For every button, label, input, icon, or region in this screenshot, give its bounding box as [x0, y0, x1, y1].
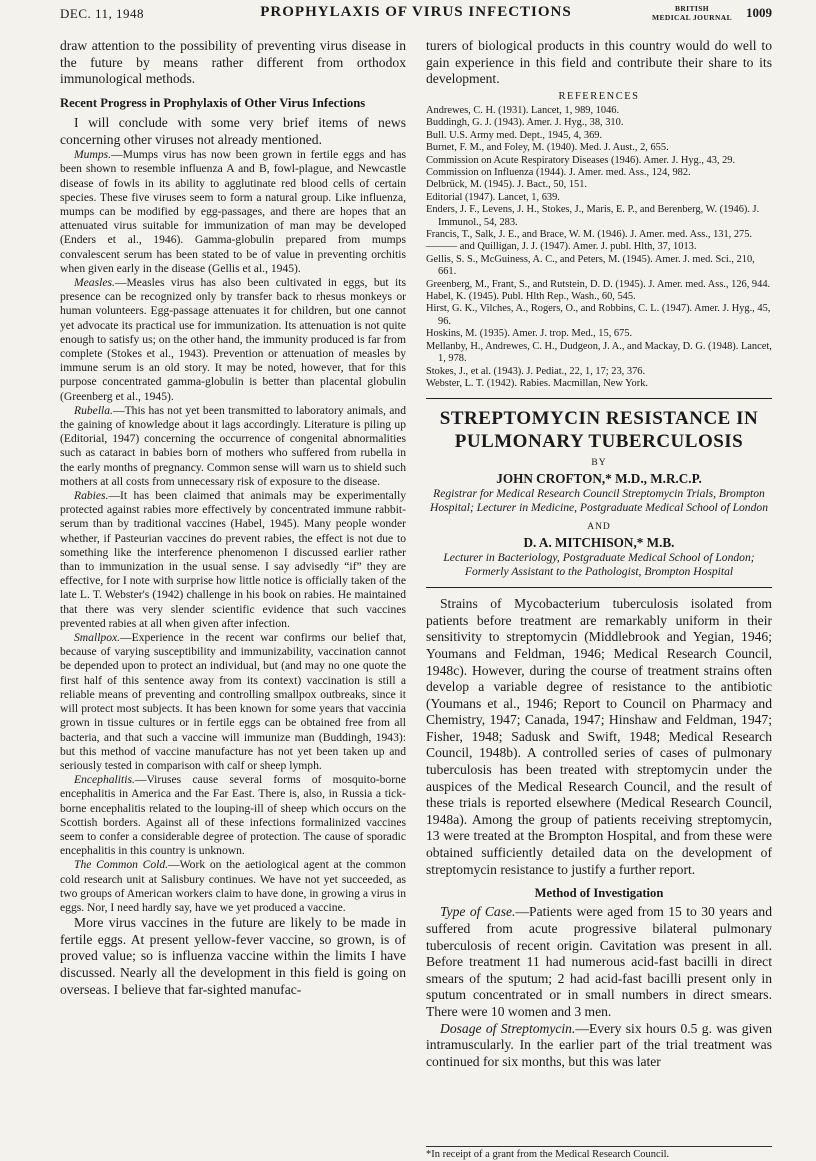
reference-item: Andrewes, C. H. (1931). Lancet, 1, 989, 1046.	[426, 104, 620, 116]
reference-item: Francis, T., Salk, J. E., and Brace, W. M. (1946). J. Amer. med. Ass., 131, 275.	[426, 229, 753, 241]
paragraph-rubella	[60, 404, 406, 489]
journal-name-line1: BRITISH	[674, 4, 710, 13]
running-title: PROPHYLAXIS OF VIRUS INFECTIONS	[260, 4, 572, 20]
reference-item: Delbrück, M. (1945). J. Bact., 50, 151.	[426, 179, 588, 191]
author-name: JOHN CROFTON,* M.D., M.R.C.P.	[496, 470, 702, 486]
rubella-label: Rubella.	[74, 403, 113, 417]
running-header	[60, 4, 772, 40]
reference-item: Greenberg, M., Frant, S., and Rutstein, D. D. (1945). J. Amer. med. Ass., 126, 944.	[426, 278, 771, 290]
measles-text: —Measles virus has also been cultivated in eggs, but its presence can be recognized only by transfer back to rhesus monkeys or human volunteers. Egg-passage attenuates it for children, but one cannot yet advocate its practical use for immunization. Its attenuation is not quite enough to satisfy us; on the other hand, the immunity produced is far from complete (Stokes et al., 1943). Prevention or attenuation of measles by immune serum is an old story. It may be noted, however, that for this purpose concentrated gamma-globulin is better than placental globulin (Greenberg et al., 1945).	[60, 276, 406, 403]
section-heading: Recent Progress in Prophylaxis of Other Virus Infections	[60, 95, 366, 110]
rabies-text: —It has been claimed that animals may be experimentally protected against rabies more effectively by concentrated immune rabbit-serum than by traditional vaccines (Habel, 1945). Many people wonder whether, if Pasteurian vaccines do prevent rabies, the effect is not due to something like the interference phenomenon I discussed earlier rather than to immunization in the usual sense. I say advisedly “if” they are effective, for I note with surprise how little notice is officially taken of the late L. T. Webster's (1942) challenge in his book on rabies. He maintained that there was very slender scientific evidence that such vaccines prevented rabies at all when given after infection.	[60, 489, 406, 630]
rabies-label: Rabies.	[74, 489, 109, 503]
encephalitis-label: Encephalitis.	[74, 773, 135, 787]
paragraph-continuation: draw attention to the possibility of preventing virus disease in the future by means rather different from orthodox immunological methods.	[60, 38, 406, 87]
journal-name	[652, 4, 732, 22]
measles-label: Measles.	[74, 276, 115, 289]
article-title: STREPTOMYCIN RESISTANCE IN PULMONARY TUBERCULOSIS	[439, 408, 759, 453]
paragraph-encephalitis	[60, 773, 406, 858]
left-column	[60, 38, 406, 998]
encephalitis-text: —Viruses cause several forms of mosquito-borne encephalitis in America and the Far East. There is, also, in Russia a tick-borne encephalitis related to the louping-ill of sheep which occurs on the Scottish borders. Against all of these infections formalinized vaccines seem to confer a considerable degree of protection. The cause of sporadic encephalitis in this country is unknown.	[60, 773, 406, 858]
byline-and: AND	[587, 521, 611, 532]
common-cold-text: —Work on the aetiological agent at the common cold research unit at Salisbury continues. We have not yet succeeded, as two groups of American workers claim to have done, in growing a virus in eggs. Nor, I need hardly say, have we yet produced a vaccine.	[60, 858, 406, 914]
article-opening: Strains of Mycobacterium tuberculosis isolated from patients before treatment are remarkably uniform in their sensitivity to streptomycin (Middlebrook and Yegian, 1946; Youmans and Feldman, 1946; Medical Research Council, 1948c). However, during the course of treatment strains often develop a variable degree of resistance to the antibiotic (Youmans et al., 1946; Report to Council on Pharmacy and Chemistry, 1947; Canada, 1947; Hinshaw and Feldman, 1947; Fisher, 1948; Sadusk and Swift, 1948; Medical Research Council, 1948b). A controlled series of cases of pulmonary tuberculosis has been treated with streptomycin under the auspices of the Medical Research Council, and the result of these trials is reported elsewhere (Medical Research Council, 1948a). Among the group of patients receiving streptomycin, 13 were treated at the Brompton Hospital, and from these were obtained sufficiently detailed data on the development of streptomycin resistance to justify a further report.	[426, 596, 772, 877]
reference-item: Hirst, G. K., Vilches, A., Rogers, O., and Robbins, C. L. (1947). Amer. J. Hyg., 45, 96.	[426, 303, 771, 327]
author-affiliation-second: Lecturer in Bacteriology, Postgraduate Medical School of London; Formerly Assistant to the Pathologist, Brompton Hospital	[443, 551, 755, 579]
paragraph-closing: More virus vaccines in the future are likely to be made in fertile eggs. At present yellow-fever vaccine, so grown, is of proved value; so is influenza vaccine within the limits I have discussed. Nearly all the development in this field is going on overseas. I believe that far-sighted manufac-	[60, 915, 406, 997]
mumps-label: Mumps.	[74, 148, 112, 162]
paragraph-dosage	[426, 1021, 772, 1071]
dosage-text: —Every six hours 0.5 g. was given intramuscularly. In the earlier part of the trial treatment was continued for six months, but this was later	[426, 1020, 772, 1069]
journal-name-line2: MEDICAL JOURNAL	[652, 13, 732, 22]
right-column	[426, 38, 772, 1070]
mumps-text: —Mumps virus has now been grown in fertile eggs and has been shown to resemble influenza A and B, fowl-plague, and Newcastle disease of fowls in its ability to agglutinate red blood cells of certain species. These five viruses seem to form a natural group. Like influenza, mumps can be modified by egg-passages, and there are hopes that an attenuated virus suitable for immunization of man may be developed (Enders et al., 1946). Gamma-globulin prepared from mumps convalescent serum has been stated to be of value in preventing orchitis when given early in the disease (Gellis et al., 1945).	[60, 148, 406, 275]
reference-item: Stokes, J., et al. (1943). J. Pediat., 22, 1, 17; 23, 376.	[426, 365, 646, 377]
author-name-second: D. A. MITCHISON,* M.B.	[523, 534, 675, 550]
type-of-case-label: Type of Case.	[440, 904, 516, 920]
paragraph-type-of-case	[426, 904, 772, 1020]
issue-date: DEC. 11, 1948	[60, 6, 145, 21]
byline-by: BY	[591, 458, 607, 469]
references-heading: REFERENCES	[558, 90, 640, 102]
reference-item: Burnet, F. M., and Foley, M. (1940). Med. J. Aust., 2, 655.	[426, 142, 669, 154]
reference-item: Webster, L. T. (1942). Rabies. Macmillan, New York.	[426, 377, 649, 389]
title-divider	[426, 587, 772, 588]
references-list	[426, 105, 772, 390]
reference-item: Gellis, S. S., McGuiness, A. C., and Peters, M. (1945). Amer. J. med. Sci., 210, 661.	[426, 253, 755, 278]
method-heading: Method of Investigation	[534, 886, 664, 901]
smallpox-text: —Experience in the recent war confirms our belief that, because of varying susceptibility and immunizability, vaccination cannot be depended upon to protect an individual, but (and may no one quote the first half of this sentence away from its context) vaccination is still a reliable means of preventing and controlling smallpox outbreaks, since it will protect most subjects. It has been known for some years that vaccinia grown in tissue cultures or in fertile eggs can be obtained free from all bacteria, and that such a vaccine will immunize man (Buddingh, 1943): but this method of vaccine manufacture has not yet been taken up and seriously tested in comparison with calf or sheep lymph.	[60, 631, 406, 772]
paragraph-continued: turers of biological products in this country would do well to gain experience in this field and contribute their share to its development.	[426, 38, 772, 87]
reference-item: Commission on Acute Respiratory Diseases (1946). Amer. J. Hyg., 43, 29.	[426, 154, 736, 166]
common-cold-label: The Common Cold.	[74, 858, 169, 872]
paragraph-smallpox	[60, 631, 406, 773]
paragraph-measles	[60, 276, 406, 404]
author-affiliation: Registrar for Medical Research Council Streptomycin Trials, Brompton Hospital; Lecturer in Medicine, Postgraduate Medical School of London	[430, 486, 768, 514]
reference-item: ——— and Quilligan, J. J. (1947). Amer. J. publ. Hlth, 37, 1013.	[426, 241, 697, 253]
reference-item: Editorial (1947). Lancet, 1, 639.	[426, 191, 560, 203]
paragraph-rabies	[60, 489, 406, 631]
page-number: 1009	[746, 5, 772, 20]
paragraph-common-cold	[60, 858, 406, 915]
smallpox-label: Smallpox.	[74, 631, 121, 645]
reference-item: Buddingh, G. J. (1943). Amer. J. Hyg., 38, 310.	[426, 117, 624, 129]
reference-item: Mellanby, H., Andrewes, C. H., Dudgeon, J. A., and Mackay, D. G. (1948). Lancet, 1, 978.	[426, 340, 772, 365]
paragraph-mumps	[60, 148, 406, 276]
reference-item: Hoskins, M. (1935). Amer. J. trop. Med., 15, 675.	[426, 328, 633, 340]
reference-item: Habel, K. (1945). Publ. Hlth Rep., Wash., 60, 545.	[426, 291, 636, 303]
section-intro: I will conclude with some very brief items of news concerning other viruses not already mentioned.	[60, 114, 406, 147]
footnote: *In receipt of a grant from the Medical Research Council.	[426, 1146, 772, 1161]
dosage-label: Dosage of Streptomycin.	[440, 1020, 576, 1036]
reference-item: Bull. U.S. Army med. Dept., 1945, 4, 369.	[426, 129, 603, 141]
rubella-text: —This has not yet been transmitted to laboratory animals, and the gaining of knowledge about it lags accordingly. Literature is piling up (Editorial, 1947) concerning the occurrence of congenital abnormalities such as cataract in babies born of mothers who suffered from rubella in the early months of pregnancy. Common sense will warn us to shield such mothers at all costs from unnecessary risk of exposure to the disease.	[60, 403, 406, 488]
type-of-case-text: —Patients were aged from 15 to 30 years and suffered from acute progressive bilateral pulmonary tuberculosis of recent origin. Cavitation was present in all. Before treatment 11 had numerous acid-fast bacilli in direct smears of the sputum; 2 had acid-fast bacilli present only in sputum concentrated or in small numbers in direct smears. There were 10 women and 3 men.	[426, 904, 772, 1019]
reference-item: Enders, J. F., Levens, J. H., Stokes, J., Maris, E. P., and Berenberg, W. (1946). J. Immunol., 54, 283.	[426, 204, 760, 228]
article-divider	[426, 398, 772, 399]
reference-item: Commission on Influenza (1944). J. Amer. med. Ass., 124, 982.	[426, 167, 691, 179]
